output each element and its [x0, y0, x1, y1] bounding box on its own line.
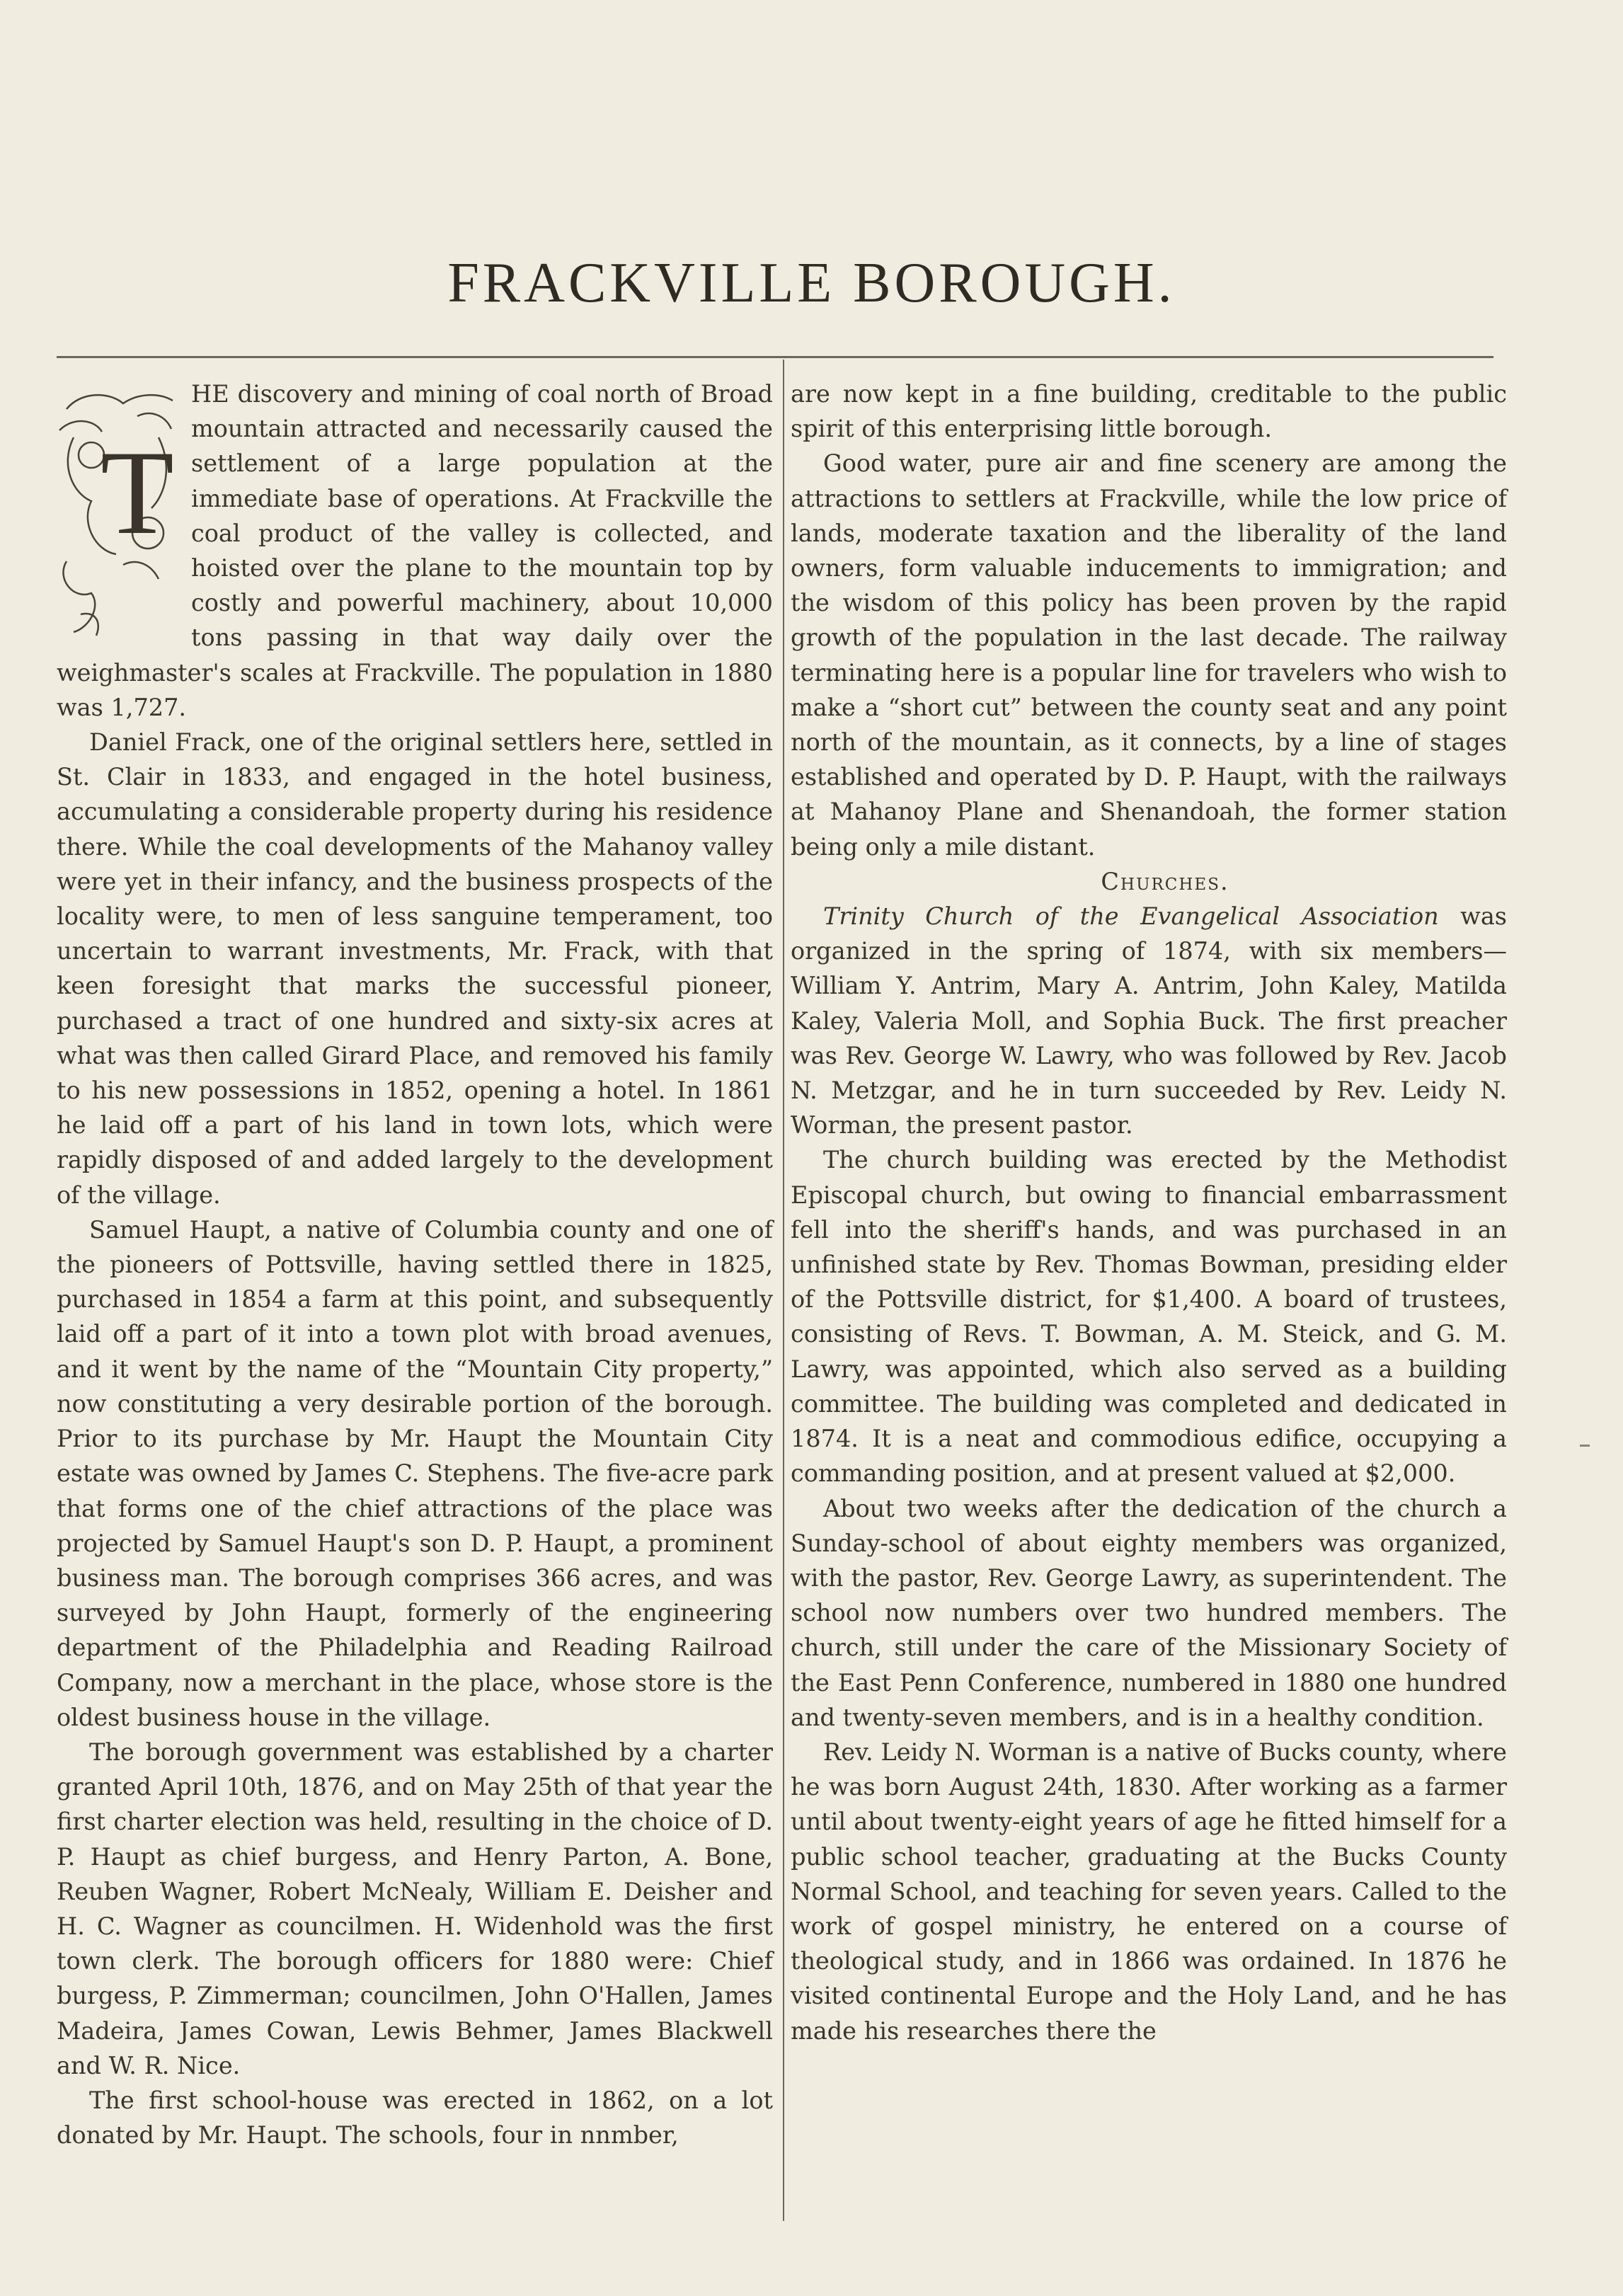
paragraph: Samuel Haupt, a native of Columbia county and one of the pioneers of Pottsville, having settled there in 1825, purchased in 1854 a farm at this point, and subsequently laid off a part of it into a town plot with broad avenues, and it went by the name of the “Mountain City property,” now constituting a very desirable portion of the borough. Prior to its purchase by Mr. Haupt the Mountain City estate was owned by James C. Stephens. The five-acre park that forms one of the chief attractions of the place was projected by Samuel Haupt's son D. P. Haupt, a prominent business man. The borough comprises 366 acres, and was surveyed by John Haupt, formerly of the engineering department of the Philadelphia and Reading Railroad Company, now a merchant in the place, whose store is the oldest business house in the village. — [57, 1215, 773, 1731]
title-rule — [57, 356, 1493, 358]
paragraph: Daniel Frack, one of the original settlers here, settled in St. Clair in 1833, and engaged in the hotel business, accumulating a considerable property during his residence there. While the coal developments of the Mahanoy valley were yet in their infancy, and the business prospects of the locality were, to men of less sanguine temperament, too uncertain to warrant investments, Mr. Frack, with that keen foresight that marks the successful pioneer, purchased a tract of one hundred and sixty-six acres at what was then called Girard Place, and removed his family to his new possessions in 1852, opening a hotel. In 1861 he laid off a part of his land in town lots, which were rapidly disposed of and added largely to the development of the village. — [57, 728, 773, 1209]
ornamental-dropcap — [52, 388, 181, 651]
margin-mark — [1580, 1445, 1590, 1447]
ornament-icon — [52, 388, 181, 651]
paragraph: About two weeks after the dedication of the church a Sunday-school of about eighty members was organized, with the pastor, Rev. George Lawry, as superintendent. The school now numbers over two hundred members. The church, still under the care of the Missionary Society of the East Penn Conference, numbered in 1880 one hundred and twenty-seven members, and is in a healthy condition. — [791, 1494, 1507, 1731]
right-column — [791, 377, 1507, 2048]
paragraph: Rev. Leidy N. Worman is a native of Bucks county, where he was born August 24th, 1830. After working as a farmer until about twenty-eight years of age he fitted himself for a public school teacher, graduating at the Bucks County Normal School, and teaching for seven years. Called to the work of gospel ministry, he entered on a course of theological study, and in 1866 was ordained. In 1876 he visited continental Europe and the Holy Land, and he has made his researches there the — [791, 1738, 1507, 2045]
paragraph: HE discovery and mining of coal north of Broad mountain attracted and necessarily caused the settlement of a large population at the immediate base of operations. At Frackville the coal product of the valley is collected, and hoisted over the plane to the mountain top by costly and powerful machinery, about 10,000 tons passing in that way daily over the weighmaster's scales at Frackville. The population in 1880 was 1,727. — [57, 380, 773, 721]
paragraph — [791, 899, 1507, 1142]
church-name: Trinity Church of the Evangelical Association — [823, 902, 1439, 931]
left-column — [57, 377, 773, 2152]
paragraph: The first school-house was erected in 1862, on a lot donated by Mr. Haupt. The schools, four in nnmber, — [57, 2086, 773, 2149]
paragraph-text: was organized in the spring of 1874, with six members—William Y. Antrim, Mary A. Antrim, John Kaley, Matilda Kaley, Valeria Moll, and Sophia Buck. The first preacher was Rev. George W. Lawry, who was followed by Rev. Jacob N. Metzgar, and he in turn succeeded by Rev. Leidy N. Worman, the present pastor. — [791, 902, 1507, 1140]
paragraph: The church building was erected by the Methodist Episcopal church, but owing to financial embarrassment fell into the sheriff's hands, and was purchased in an unfinished state by Rev. Thomas Bowman, presiding elder of the Pottsville district, for $1,400. A board of trustees, consisting of Revs. T. Bowman, A. M. Steick, and G. M. Lawry, was appointed, which also served as a building committee. The building was completed and dedicated in 1874. It is a neat and commodious edifice, occupying a commanding position, and at present valued at $2,000. — [791, 1146, 1507, 1488]
paragraph: are now kept in a fine building, creditable to the public spirit of this enterprising little borough. — [791, 380, 1507, 443]
paragraph: The borough government was established by a charter granted April 10th, 1876, and on May 25th of that year the first charter election was held, resulting in the choice of D. P. Haupt as chief burgess, and Henry Parton, A. Bone, Reuben Wagner, Robert McNealy, William E. Deisher and H. C. Wagner as councilmen. H. Widenhold was the first town clerk. The borough officers for 1880 were: Chief burgess, P. Zimmerman; councilmen, John O'Hallen, James Madeira, James Cowan, Lewis Behmer, James Blackwell and W. R. Nice. — [57, 1738, 773, 2079]
page-title: FRACKVILLE BOROUGH. — [447, 252, 1176, 314]
svg-text:T: T — [101, 426, 174, 559]
section-heading-churches: Churches. — [1101, 867, 1229, 895]
paragraph: Good water, pure air and fine scenery are among the attractions to settlers at Frackville, while the low price of lands, moderate taxation and the liberality of the land owners, form valuable inducements to immigration; and the wisdom of this policy has been proven by the rapid growth of the population in the last decade. The railway terminating here is a popular line for travelers who wish to make a “short cut” between the county seat and any point north of the mountain, as it connects, by a line of stages established and operated by D. P. Haupt, with the railways at Mahanoy Plane and Shenandoah, the former station being only a mile distant. — [791, 449, 1507, 861]
column-divider — [783, 360, 784, 2221]
